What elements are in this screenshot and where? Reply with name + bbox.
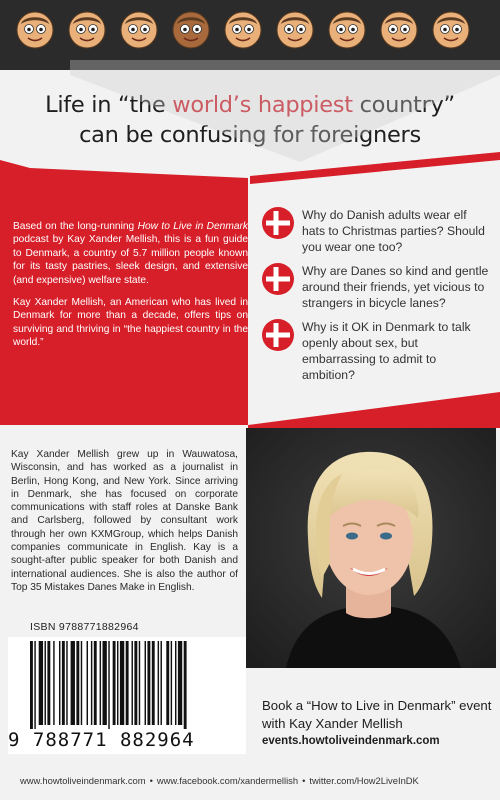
barcode-bar (113, 641, 116, 725)
barcode-bar (178, 641, 182, 725)
footer-separator: • (302, 775, 306, 786)
barcode-bars (8, 637, 246, 729)
author-bio: Kay Xander Mellish grew up in Wauwatosa, Wisconsin, and has worked as a journalist in Berlin, Hong Kong, and New York. Since arriving in Denmark, she has focused on corporate communications with staff roles at Danske Bank and Carlsberg, followed by consultant work through her own KXMGroup, which helps Danish companies communicate in English. Kay is a sought-after public speaker for both Danish and international audiences. She is also the author of Top 35 Mistakes Danes Make in English. (11, 449, 238, 593)
barcode-bar (158, 641, 159, 725)
barcode-bar (87, 641, 88, 725)
footer-link-twitter[interactable]: twitter.com/How2LiveInDK (309, 775, 419, 786)
danish-flag-icon (262, 263, 294, 295)
question-text: Why are Danes so kind and gentle around their friends, yet vicious to strangers in bicycle lanes? (302, 264, 489, 310)
barcode-bar (145, 641, 146, 725)
barcode-bar (30, 641, 33, 729)
barcode-bar (39, 641, 43, 725)
booking-url[interactable]: events.howtoliveindenmark.com (262, 735, 440, 747)
barcode-bar (120, 641, 124, 725)
barcode-bar (34, 641, 35, 729)
barcode-bar (100, 641, 101, 725)
footer-link-website[interactable]: www.howtoliveindenmark.com (20, 775, 146, 786)
footer (0, 775, 500, 800)
barcode-digits: 9 788771 882964 (8, 729, 195, 751)
barcode-bar (161, 641, 162, 725)
barcode-bar (152, 641, 155, 725)
footer-link-facebook[interactable]: www.facebook.com/xandermellish (156, 775, 299, 786)
barcode-bar (147, 641, 150, 725)
intro-paragraph-2: Kay Xander Mellish, an American who has lived in Denmark for more than a decade, offers tips on surviving and thriving in “the happiest country in the world.” (13, 297, 248, 349)
barcode (8, 637, 246, 754)
author-photo (246, 428, 496, 668)
barcode-bar (81, 641, 82, 725)
barcode-bar (66, 641, 67, 725)
danish-flag-icon (262, 207, 294, 239)
barcode-bar (126, 641, 129, 725)
question-text: Why is it OK in Denmark to talk openly about sex, but embarrassing to admit to ambition? (302, 320, 471, 382)
barcode-bar (108, 641, 109, 729)
barcode-bar (59, 641, 60, 725)
question-text: Why do Danish adults wear elf hats to Christmas parties? Should you wear one too? (302, 208, 485, 254)
danish-flag-icon (262, 319, 294, 351)
barcode-bar (53, 641, 54, 725)
headline-text: country” (352, 92, 455, 118)
barcode-bar (76, 641, 79, 725)
barcode-bar (62, 641, 65, 725)
barcode-bar (175, 641, 176, 725)
barcode-bar (94, 641, 97, 725)
barcode-bar (71, 641, 75, 725)
barcode-bar (117, 641, 118, 725)
author-portrait (246, 428, 496, 668)
barcode-bar (91, 641, 92, 725)
intro-text (13, 220, 248, 359)
barcode-bar (171, 641, 172, 725)
barcode-bar (47, 641, 50, 725)
barcode-bar (166, 641, 169, 725)
barcode-bar (103, 641, 107, 725)
footer-separator: • (149, 775, 153, 786)
headline-line-2: can be confusing for foreigners (79, 122, 421, 148)
booking-text: Book a “How to Live in Denmark” event with Kay Xander Mellish (262, 698, 492, 731)
headline-text: Life in “the (45, 92, 173, 118)
intro-paragraph-1: Based on the long-running How to Live in Denmark podcast by Kay Xander Mellish, this is a fun guide to Denmark, a country of 5.7 million people known for its tasty pastries, sleek design, and extensive (and expensive) welfare state. (13, 221, 248, 286)
barcode-bar (132, 641, 133, 725)
barcode-bar (184, 641, 187, 729)
barcode-bar (139, 641, 140, 725)
isbn-label: ISBN 9788771882964 (30, 621, 139, 633)
barcode-bar (134, 641, 137, 725)
headline-highlight: world’s happiest (172, 92, 353, 118)
barcode-bar (45, 641, 46, 725)
